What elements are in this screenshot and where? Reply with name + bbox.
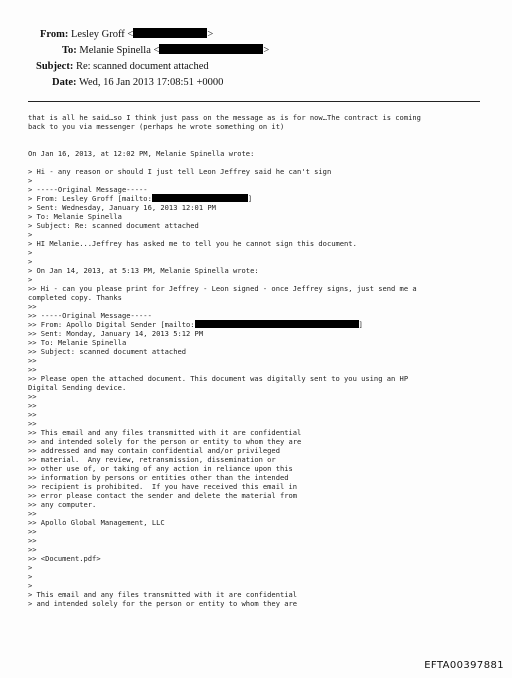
date-label: Date: — [52, 77, 77, 88]
body-line — [28, 401, 37, 410]
body-line-text: >> Hi - can you please print for Jeffrey - Leon signed - once Jeffrey signs, just send me a — [28, 284, 417, 293]
body-line-text: > — [28, 176, 33, 185]
body-line — [28, 536, 37, 545]
body-line-text: >> Please open the attached document. This document was digitally sent to you using an HP — [28, 374, 409, 383]
body-line-text: >> — [28, 365, 37, 374]
redaction-suffix: ] — [247, 194, 253, 203]
body-line — [28, 221, 199, 230]
body-line-text: >> Apollo Global Management, LLC — [28, 518, 165, 527]
redaction-block — [195, 320, 359, 328]
body-line — [28, 392, 37, 401]
body-line-text: >> — [28, 527, 37, 536]
redaction-block — [133, 28, 207, 38]
body-line — [28, 500, 96, 509]
body-line — [28, 149, 254, 158]
body-line — [28, 419, 37, 428]
body-line-text: > Subject: Re: scanned document attached — [28, 221, 199, 230]
body-line — [28, 167, 331, 176]
body-line — [28, 590, 297, 599]
body-line-text: >> recipient is prohibited. If you have received this email in — [28, 482, 298, 491]
body-line — [28, 185, 148, 194]
body-line — [28, 248, 32, 257]
subject-label: Subject: — [36, 61, 74, 72]
body-line — [28, 563, 32, 572]
body-line-text: > Sent: Wednesday, January 16, 2013 12:01 PM — [28, 203, 216, 212]
body-line-text: >> — [28, 536, 37, 545]
body-line — [28, 257, 32, 266]
body-line-text: > HI Melanie...Jeffrey has asked me to tell you he cannot sign this document. — [28, 239, 357, 248]
body-line — [28, 527, 37, 536]
body-line-text: >> — [28, 509, 37, 518]
date-value: Wed, 16 Jan 2013 17:08:51 +0000 — [78, 77, 224, 88]
body-line — [28, 347, 186, 356]
document-id: EFTA00397881 — [424, 660, 504, 671]
body-line — [28, 509, 37, 518]
body-line — [28, 545, 37, 554]
subject-value: Re: scanned document attached — [75, 61, 209, 72]
body-line — [28, 302, 37, 311]
body-line — [28, 329, 203, 338]
header-date-row — [52, 76, 223, 90]
body-line — [28, 239, 357, 248]
body-line — [28, 464, 293, 473]
body-line — [28, 518, 165, 527]
body-line — [28, 275, 32, 284]
body-line-text: >> <Document.pdf> — [28, 554, 101, 563]
body-line-text: > — [28, 257, 33, 266]
redaction-block — [159, 44, 263, 54]
body-line-text: >> other use of, or taking of any action in reliance upon this — [28, 464, 293, 473]
body-line-text: >> — [28, 356, 37, 365]
body-line — [28, 266, 259, 275]
body-line-text: > On Jan 14, 2013, at 5:13 PM, Melanie Spinella wrote: — [28, 266, 259, 275]
redaction-suffix: ] — [358, 320, 363, 329]
body-line-text: > This email and any files transmitted with it are confidential — [28, 590, 298, 599]
body-line-text: >> — [28, 392, 37, 401]
body-line-text: >> — [28, 401, 37, 410]
body-line-text: that is all he said…so I think just pass on the message as is for now…The contract is coming — [28, 113, 421, 122]
from-label: From: — [40, 29, 69, 40]
body-line-text: > — [28, 248, 33, 257]
body-line — [28, 356, 37, 365]
body-line — [28, 338, 126, 347]
body-line — [28, 365, 37, 374]
body-line-text: > — [28, 581, 33, 590]
body-line — [28, 446, 280, 455]
body-line-text: > — [28, 563, 33, 572]
body-line-text: > — [28, 572, 33, 581]
body-line — [28, 455, 276, 464]
body-line-text: >> — [28, 545, 37, 554]
body-line-text: >> Sent: Monday, January 14, 2013 5:12 PM — [28, 329, 204, 338]
body-line — [28, 572, 32, 581]
body-line-text: >> and intended solely for the person or entity to whom they are — [28, 437, 302, 446]
redaction-block — [152, 194, 248, 202]
to-end: > — [263, 45, 270, 56]
body-line-text: >> To: Melanie Spinella — [28, 338, 127, 347]
body-line — [28, 482, 297, 491]
body-line — [28, 428, 301, 437]
body-line — [28, 203, 216, 212]
from-end: > — [207, 29, 214, 40]
body-line — [28, 383, 126, 392]
body-line-text: >> any computer. — [28, 500, 97, 509]
body-line — [28, 491, 297, 500]
body-line-text: >> — [28, 302, 37, 311]
body-line-text: >> addressed and may contain confidential and/or privileged — [28, 446, 280, 455]
header-subject-row — [36, 60, 209, 74]
body-line — [28, 194, 252, 203]
body-line-text: >> — [28, 419, 37, 428]
body-line — [28, 410, 37, 419]
body-line — [28, 212, 122, 221]
to-name: Melanie Spinella < — [79, 45, 160, 56]
body-line-text: back to you via messenger (perhaps he wrote something on it) — [28, 122, 285, 131]
body-line — [28, 554, 101, 563]
body-line — [28, 284, 417, 293]
body-line-text: > To: Melanie Spinella — [28, 212, 122, 221]
body-line-text: On Jan 16, 2013, at 12:02 PM, Melanie Spinella wrote: — [28, 149, 255, 158]
body-line — [28, 437, 301, 446]
body-line — [28, 230, 32, 239]
body-line — [28, 311, 152, 320]
body-line-text: > -----Original Message----- — [28, 185, 148, 194]
body-line — [28, 113, 421, 122]
body-line — [28, 599, 297, 608]
body-line — [28, 176, 32, 185]
body-line-text: >> From: Apollo Digital Sender [mailto: — [28, 320, 195, 329]
body-line — [28, 374, 408, 383]
body-line-text: completed copy. Thanks — [28, 293, 122, 302]
header-from-row — [40, 28, 213, 42]
to-label: To: — [62, 45, 77, 56]
body-line-text: >> error please contact the sender and delete the material from — [28, 491, 298, 500]
body-line — [28, 122, 284, 131]
body-line — [28, 293, 122, 302]
body-line — [28, 320, 363, 329]
from-name: Lesley Groff < — [71, 29, 134, 40]
body-line-text: >> information by persons or entities other than the intended — [28, 473, 289, 482]
body-line-text: > — [28, 230, 33, 239]
header-divider — [28, 101, 480, 102]
body-line — [28, 473, 289, 482]
body-line-text: >> — [28, 410, 37, 419]
body-line-text: > and intended solely for the person or entity to whom they are — [28, 599, 298, 608]
header-to-row — [62, 44, 269, 58]
body-line — [28, 581, 32, 590]
body-line-text: >> This email and any files transmitted with it are confidential — [28, 428, 302, 437]
body-line-text: > — [28, 275, 33, 284]
body-line-text: Digital Sending device. — [28, 383, 127, 392]
body-line-text: >> material. Any review, retransmission, dissemination or — [28, 455, 276, 464]
body-line-text: > Hi - any reason or should I just tell Leon Jeffrey said he can't sign — [28, 167, 332, 176]
body-line-text: >> Subject: scanned document attached — [28, 347, 187, 356]
body-line-text: >> -----Original Message----- — [28, 311, 152, 320]
body-line-text: > From: Lesley Groff [mailto: — [28, 194, 152, 203]
